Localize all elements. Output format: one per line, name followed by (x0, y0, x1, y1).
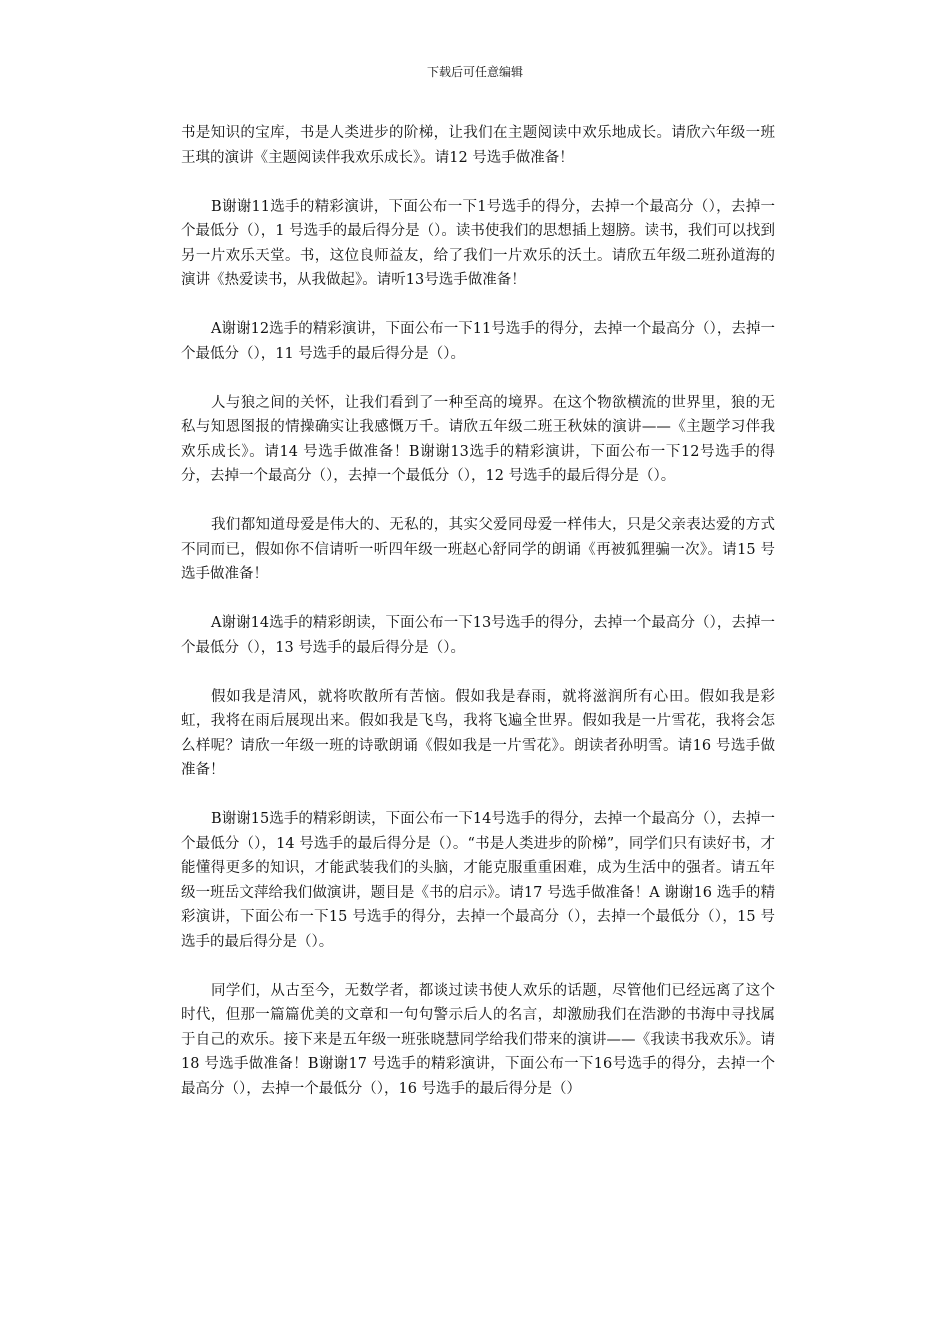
paragraph: B谢谢11选手的精彩演讲，下面公布一下1号选手的得分，去掉一个最高分（），去掉一个最低分（），1 号选手的最后得分是（）。读书使我们的思想插上翅膀。读书，我们可以找到另一片欢乐天堂。书，这位良师益友，给了我们一片欢乐的沃土。请欣五年级二班孙道海的演讲《热爱读书，从我做起》。请听13号选手做准备！ (181, 198, 775, 288)
paragraph: 书是知识的宝库，书是人类进步的阶梯，让我们在主题阅读中欢乐地成长。请欣六年级一班王琪的演讲《主题阅读伴我欢乐成长》。请12 号选手做准备！ (181, 125, 775, 166)
paragraph: B谢谢15选手的精彩朗读，下面公布一下14号选手的得分，去掉一个最高分（），去掉一个最低分（），14 号选手的最后得分是（）。“书是人类进步的阶梯”，同学们只有读好书，才能懂得更多的知识，才能武装我们的头脑，才能克服重重困难，成为生活中的强者。请五年级一班岳文萍给我们做演讲，题目是《书的启示》。请17 号选手做准备！A 谢谢16 选手的精彩演讲，下面公布一下15 号选手的得分，去掉一个最高分（），去掉一个最低分（），15 号选手的最后得分是（）。 (181, 811, 775, 950)
paragraph: 人与狼之间的关怀，让我们看到了一种至高的境界。在这个物欲横流的世界里，狼的无私与知恩图报的情操确实让我感慨万千。请欣五年级二班王秋妹的演讲——《主题学习伴我欢乐成长》。请14 号选手做准备！B谢谢13选手的精彩演讲，下面公布一下12号选手的得分，去掉一个最高分（），去掉一个最低分（），12 号选手的最后得分是（）。 (181, 394, 775, 484)
document-body (181, 121, 775, 1126)
paragraph: 假如我是清风，就将吹散所有苦恼。假如我是春雨，就将滋润所有心田。假如我是彩虹，我将在雨后展现出来。假如我是飞鸟，我将飞遍全世界。假如我是一片雪花，我将会怎么样呢？请欣一年级一班的诗歌朗诵《假如我是一片雪花》。朗读者孙明雪。请16 号选手做准备！ (181, 688, 775, 778)
paragraph: 我们都知道母爱是伟大的、无私的，其实父爱同母爱一样伟大，只是父亲表达爱的方式不同而已，假如你不信请听一听四年级一班赵心舒同学的朗诵《再被狐狸骗一次》。请15 号选手做准备！ (181, 517, 775, 582)
paragraph: A谢谢12选手的精彩演讲，下面公布一下11号选手的得分，去掉一个最高分（），去掉一个最低分（），11 号选手的最后得分是（）。 (181, 321, 775, 362)
page-header: 下载后可任意编辑 (426, 65, 523, 79)
paragraph: 同学们，从古至今，无数学者，都谈过读书使人欢乐的话题，尽管他们已经远离了这个时代，但那一篇篇优美的文章和一句句警示后人的名言，却激励我们在浩渺的书海中寻找属于自己的欢乐。接下来是五年级一班张晓慧同学给我们带来的演讲——《我读书我欢乐》。请18 号选手做准备！B谢谢17 号选手的精彩演讲，下面公布一下16号选手的得分，去掉一个最高分（），去掉一个最低分（），16 号选手的最后得分是（） (181, 982, 775, 1097)
paragraph: A谢谢14选手的精彩朗读，下面公布一下13号选手的得分，去掉一个最高分（），去掉一个最低分（），13 号选手的最后得分是（）。 (181, 615, 775, 656)
